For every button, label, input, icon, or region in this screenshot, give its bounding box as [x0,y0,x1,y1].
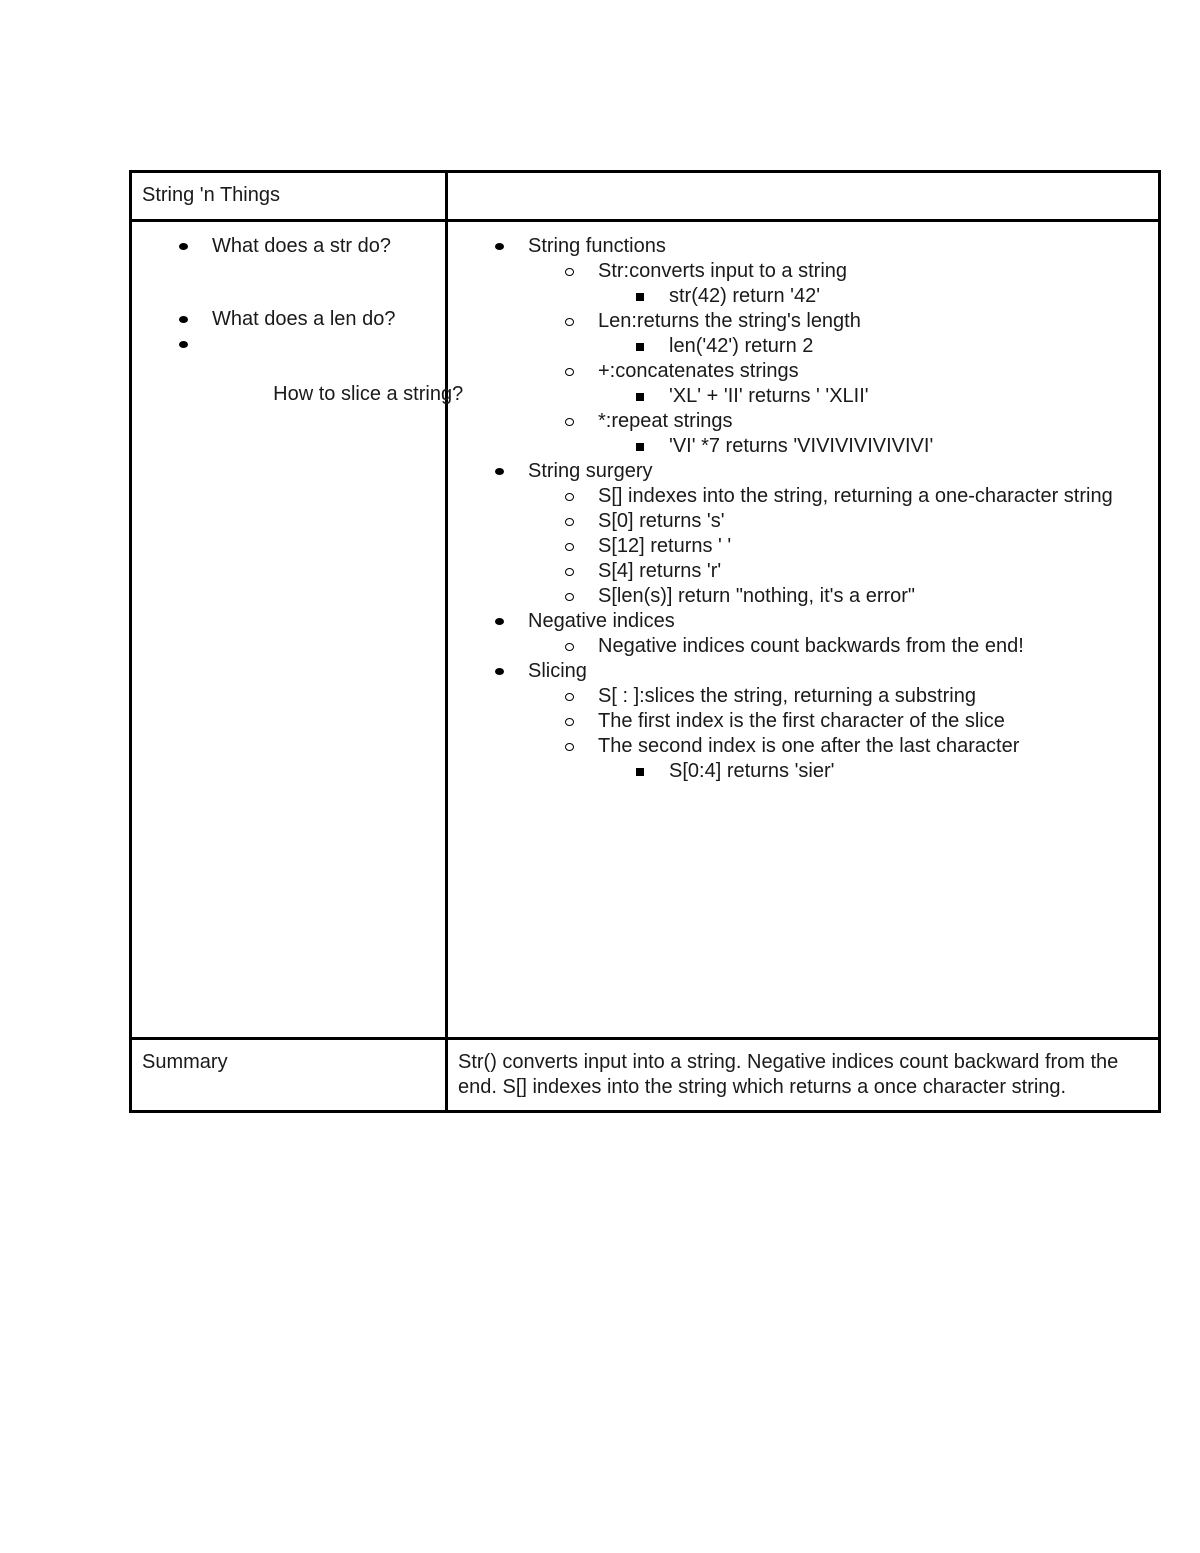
notes-item-text: 'VI' *7 returns 'VIVIVIVIVIVIVI' [669,435,934,457]
bullet-dot-icon [176,307,190,332]
notes-item-level-2 [448,734,1158,759]
notes-item-level-2 [448,709,1158,734]
notes-item-level-1 [448,234,1158,259]
notes-item-level-2 [448,309,1158,334]
notes-item-text: 'XL' + 'II' returns ' 'XLII' [669,385,869,407]
title-row [131,172,1160,221]
bullet-circle-icon [562,359,576,384]
bullet-circle-icon [562,484,576,509]
notes-item-text: Len:returns the string's length [598,310,861,332]
bullet-dot-icon [176,234,190,259]
notes-item-text: String functions [528,235,666,257]
notes-item-level-3 [448,759,1158,784]
notes-item-level-2 [448,359,1158,384]
notes-item-level-3 [448,434,1158,459]
notes-item-level-2 [448,634,1158,659]
bullet-circle-icon [562,259,576,284]
notes-item-text: Negative indices [528,610,675,632]
question-spacer [132,259,445,307]
bullet-square-icon [633,284,647,309]
notes-item-text: String surgery [528,460,653,482]
cornell-notes-table [129,170,1161,1113]
question-item [132,332,464,432]
notes-title: String 'n Things [142,184,280,206]
notes-item-text: S[4] returns 'r' [598,560,722,582]
title-right-text [448,173,1158,183]
question-item [132,307,445,332]
summary-label: Summary [142,1051,228,1073]
summary-text: Str() converts input into a string. Negative indices count backward from the end. S[] indexes into the string which returns a once character string. [458,1051,1119,1098]
bullet-square-icon [633,434,647,459]
notes-item-level-2 [448,484,1158,509]
bullet-dot-icon [176,332,190,357]
bullet-dot-icon [492,234,506,259]
notes-item-level-2 [448,259,1158,284]
title-right-cell [447,172,1160,221]
bullet-circle-icon [562,534,576,559]
notes-item-level-2 [448,409,1158,434]
bullet-square-icon [633,759,647,784]
bullet-circle-icon [562,634,576,659]
notes-item-text: The first index is the first character of the slice [598,710,1005,732]
bullet-circle-icon [562,684,576,709]
bullet-dot-icon [492,459,506,484]
notes-item-level-3 [448,384,1158,409]
bullet-circle-icon [562,409,576,434]
summary-label-cell [131,1039,447,1112]
notes-item-text: Str:converts input to a string [598,260,848,282]
questions-cell [131,221,464,1039]
notes-list [448,222,1158,784]
question-text: How to slice a string? [267,383,464,405]
bullet-square-icon [633,334,647,359]
bullet-circle-icon [562,559,576,584]
notes-item-level-2 [448,684,1158,709]
notes-item-text: len('42') return 2 [669,335,814,357]
notes-item-text: *:repeat strings [598,410,733,432]
notes-item-text: S[0] returns 's' [598,510,725,532]
notes-item-level-1 [448,609,1158,634]
question-text: What does a str do? [212,235,391,257]
bullet-square-icon [633,384,647,409]
summary-text-cell [447,1039,1160,1112]
notes-cell [447,221,1160,1039]
notes-item-text: The second index is one after the last character [598,735,1020,757]
questions-list [132,222,464,432]
notes-item-level-2 [448,559,1158,584]
notes-item-text: Negative indices count backwards from the end! [598,635,1024,657]
notes-item-text: S[] indexes into the string, returning a one-character string [598,485,1113,507]
notes-item-level-3 [448,284,1158,309]
notes-item-level-2 [448,534,1158,559]
bullet-dot-icon [492,609,506,634]
bullet-circle-icon [562,584,576,609]
question-text: What does a len do? [212,308,396,330]
notes-item-text: str(42) return '42' [669,285,821,307]
notes-item-level-1 [448,459,1158,484]
notes-item-level-2 [448,509,1158,534]
bullet-circle-icon [562,709,576,734]
bullet-circle-icon [562,309,576,334]
notes-item-text: +:concatenates strings [598,360,799,382]
notes-item-level-3 [448,334,1158,359]
bullet-dot-icon [492,659,506,684]
notes-item-text: Slicing [528,660,587,682]
title-cell [131,172,447,221]
notes-item-level-1 [448,659,1158,684]
body-row [131,221,1160,1039]
summary-row [131,1039,1160,1112]
notes-item-level-2 [448,584,1158,609]
notes-item-text: S[len(s)] return "nothing, it's a error" [598,585,916,607]
notes-item-text: S[12] returns ' ' [598,535,732,557]
question-item [132,234,445,259]
bullet-circle-icon [562,734,576,759]
notes-item-text: S[ : ]:slices the string, returning a substring [598,685,976,707]
bullet-circle-icon [562,509,576,534]
notes-item-text: S[0:4] returns 'sier' [669,760,835,782]
